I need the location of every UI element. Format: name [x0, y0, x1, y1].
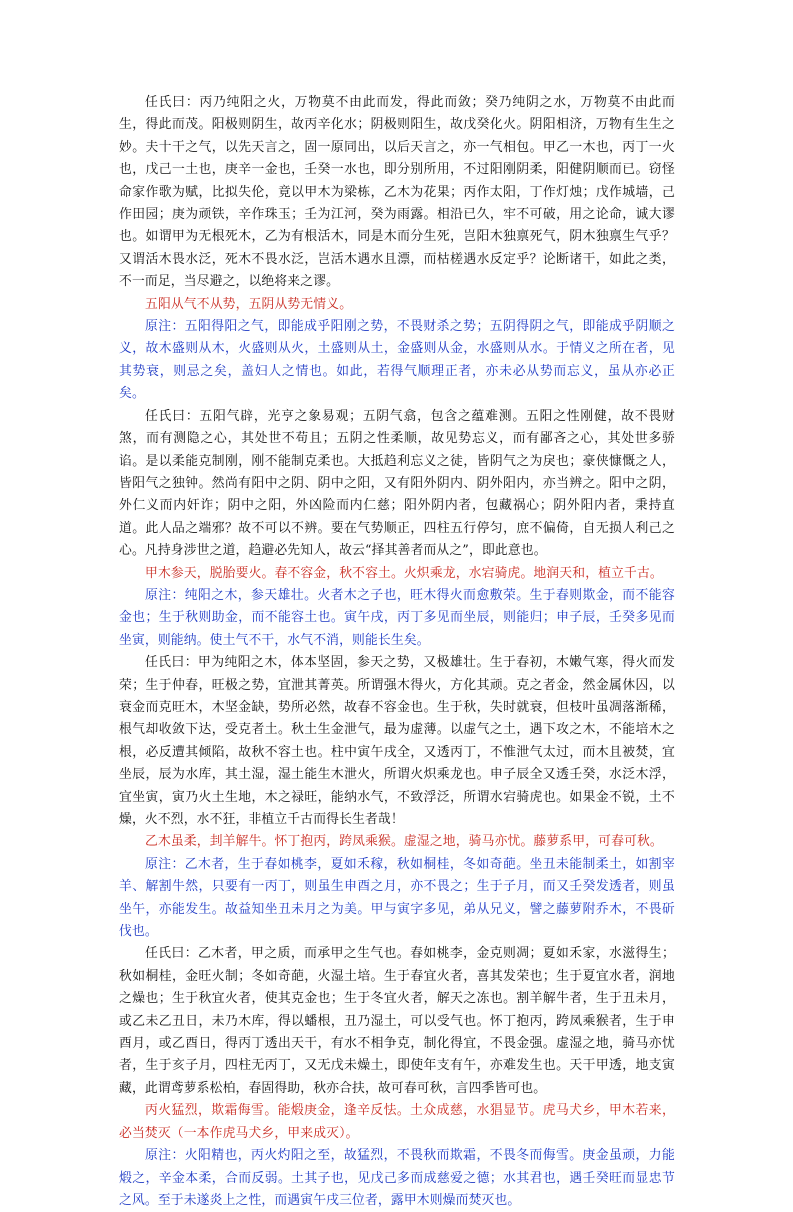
original-note-yimu: 原注：乙木者，生于春如桃李，夏如禾稼，秋如桐桂，冬如奇葩。坐丑未能制柔土，如割宰羊、解割牛然，只要有一丙丁，则虽生申酉之月，亦不畏之；生于子月，而又壬癸发透者，则虽坐午，亦能发生。故益知坐丑未月之为美。甲与寅字多见，弟从兄义，譬之藤萝附乔木，不畏斫伐也。	[119, 856, 675, 940]
document-page	[119, 92, 675, 1212]
commentary-ren-jiamu: 任氏曰：甲为纯阳之木，体本坚固，参天之势，又极雄壮。生于春初，木嫩气寒，得火而发荣；生于仲春，旺极之势，宜泄其菁英。所谓强木得火，方化其顽。克之者金，然金属休囚，以衰金而克旺木，木坚金缺，势所必然，故春不容金也。生于秋，失时就衰，但枝叶虽凋落渐稀，根气却收敛下达，受克者土。秋土生金泄气，最为虚薄。以虚气之土，遇下攻之木，不能培木之根，必反遭其倾陷，故秋不容土也。柱中寅午戌全，又透丙丁，不惟泄气太过，而木且被焚，宜坐辰，辰为水库，其土湿，湿土能生木泄火，所谓火炽乘龙也。申子辰全又透壬癸，水泛木浮，宜坐寅，寅乃火土生地，木之禄旺，能纳水气，不致浮泛，所谓水宕骑虎也。如果金不锐，土不燥，火不烈，水不狂，非植立千古而得长生者哉！	[119, 655, 675, 827]
original-note-jiamu: 原注：纯阳之木，参天雄壮。火者木之子也，旺木得火而愈敷荣。生于春则欺金，而不能容金也；生于秋则助金，而不能容土也。寅午戌，丙丁多见而坐辰，则能归；申子辰，壬癸多见而坐寅，则能纳。使土气不干，水气不消，则能长生矣。	[119, 587, 675, 648]
verse-wuyang: 五阳从气不从势，五阴从势无情义。	[145, 296, 353, 312]
verse-jiamu: 甲木参天，脱胎要火。春不容金，秋不容土。火炽乘龙，水宕骑虎。地润天和，植立千古。	[145, 565, 663, 581]
original-note-binghuo: 原注：火阳精也，丙火灼阳之至，故猛烈，不畏秋而欺霜，不畏冬而侮雪。庚金虽顽，力能煅之，辛金本柔，合而反弱。土其子也，见戊己多而成慈爱之德；水其君也，遇壬癸旺而显忠节之风。至于未遂炎上之性，而遇寅午戌三位者，露甲木则燥而焚灭也。	[119, 1148, 675, 1208]
commentary-ren-bingxin: 任氏曰：丙乃纯阳之火，万物莫不由此而发，得此而敛；癸乃纯阴之水，万物莫不由此而生，得此而茂。阳极则阴生，故丙辛化水；阴极则阳生，故戊癸化火。阴阳相济，万物有生生之妙。夫十干之气，以先天言之，固一原同出，以后天言之，亦一气相包。甲乙一木也，丙丁一火也，戊己一土也，庚辛一金也，壬癸一水也，即分别所用，不过阳刚阴柔，阳健阴顺而已。窃怪命家作歌为赋，比拟失伦，竟以甲木为梁栋，乙木为花果；丙作太阳，丁作灯烛；戊作城墙，己作田园；庚为顽铁，辛作珠玉；壬为江河，癸为雨露。相沿已久，牢不可破，用之论命，诚大谬也。如谓甲为无根死木，乙为有根活木，同是木而分生死，岂阳木独禀死气，阴木独禀生气乎？又谓活木畏水泛，死木不畏水泛，岂活木遇水且漂，而枯槎遇水反定乎？论断诸干，如此之类，不一而足，当尽避之，以绝将来之谬。	[119, 95, 675, 290]
commentary-ren-wuyang: 任氏曰：五阳气辟，光亨之象易观；五阴气翕，包含之蕴难测。五阳之性刚健，故不畏财煞，而有测隐之心，其处世不苟且；五阴之性柔顺，故见势忘义，而有鄙吝之心，其处世多骄谄。是以柔能克制刚，刚不能制克柔也。大抵趋利忘义之徒，皆阴气之为戾也；豪侠慷慨之人，皆阳气之独钟。然尚有阳中之阴、阴中之阳，又有阳外阴内、阴外阳内，亦当辨之。阳中之阴，外仁义而内奸诈；阴中之阳，外凶险而内仁慈；阳外阴内者，包藏祸心；阴外阳内者，秉持直道。此人品之端邪？故不可以不辨。要在气势顺正，四柱五行停匀，庶不偏倚，自无损人利己之心。凡持身涉世之道，趋避必先知人，故云“择其善者而从之”，即此意也。	[119, 408, 675, 559]
commentary-ren-yimu: 任氏曰：乙木者，甲之质，而承甲之生气也。春如桃李，金克则凋；夏如禾家，水滋得生；秋如桐桂，金旺火制；冬如奇葩，火湿土培。生于春宜火者，喜其发荣也；生于夏宜水者，润地之燥也；生于秋宜火者，使其克金也；生于冬宜火者，解天之冻也。割羊解牛者，生于丑未月，或乙未乙丑日，未乃木库，得以蟠根，丑乃湿土，可以受气也。怀丁抱丙，跨凤乘猴者，生于申酉月，或乙酉日，得丙丁透出天干，有水不相争克，制化得宜，不畏金强。虚湿之地，骑马亦忧者，生于亥子月，四柱无丙丁，又无戊未燥土，即使年支有午，亦难发生也。天干甲透，地支寅藏，此谓鸢萝系松柏，春固得助，秋亦合扶，故可春可秋，言四季皆可也。	[119, 946, 675, 1096]
original-note-wuyang: 原注：五阳得阳之气，即能成乎阳刚之势，不畏财杀之势；五阴得阴之气，即能成乎阴顺之义，故木盛则从木，火盛则从火，土盛则从土，金盛则从金，水盛则从水。于情义之所在者，见其势衰，则忌之矣，盖妇人之情也。如此，若得气顺理正者，亦未必从势而忘义，虽从亦必正矣。	[119, 319, 675, 402]
verse-binghuo: 丙火猛烈，欺霜侮雪。能煅庚金，逢辛反怯。土众成慈，水猖显节。虎马犬乡，甲木若来，必当焚灭（一本作虎马犬乡，甲来成灭）。	[119, 1103, 675, 1141]
verse-yimu: 乙木虽柔，刲羊解牛。怀丁抱丙，跨凤乘猴。虚湿之地，骑马亦忧。藤萝系甲，可春可秋。	[145, 834, 663, 850]
